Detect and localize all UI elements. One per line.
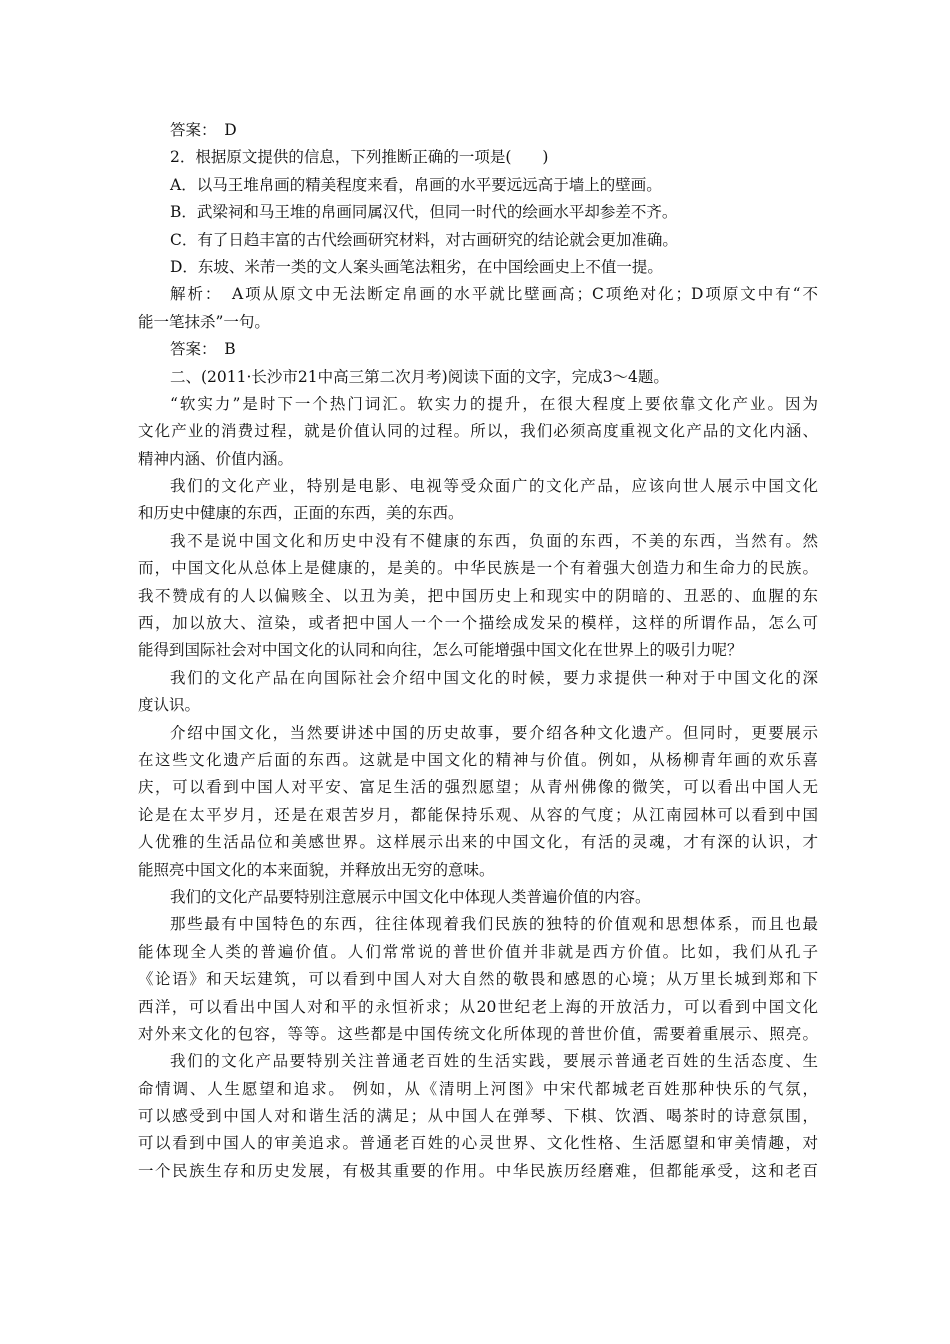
text-line: 我们的文化产业，特别是电影、电视等受众面广的文化产品，应该向世人展示中国文化 [170, 477, 818, 496]
text-line: 答案： D [170, 121, 237, 139]
text-line: 文化产业的消费过程，就是价值认同的过程。所以，我们必须高度重视文化产品的文化内涵、 [138, 422, 818, 441]
text-line: 介绍中国文化，当然要讲述中国的历史故事，要介绍各种文化遗产。但同时，更要展示 [170, 723, 818, 742]
text-line: 西洋，可以看出中国人对和平的永恒祈求；从20世纪老上海的开放活力，可以看到中国文化 [138, 997, 818, 1016]
document-body [138, 117, 818, 1185]
text-line: 那些最有中国特色的东西，往往体现着我们民族的独特的价值观和思想体系，而且也最 [170, 915, 818, 934]
text-line: B．武梁祠和马王堆的帛画同属汉代，但同一时代的绘画水平却参差不齐。 [170, 203, 678, 222]
text-line: 在这些文化遗产后面的东西。这就是中国文化的精神与价值。例如，从杨柳青年画的欢乐喜 [138, 750, 818, 769]
text-line: 2．根据原文提供的信息，下列推断正确的一项是( ) [170, 148, 549, 167]
text-line: 论是在太平岁月，还是在艰苦岁月，都能保持乐观、从容的气度；从江南园林可以看到中国 [138, 805, 818, 824]
text-line: 我不是说中国文化和历史中没有不健康的东西，负面的东西，不美的东西，当然有。然 [170, 531, 818, 550]
text-line: 《论语》和天坛建筑，可以看到中国人对大自然的敬畏和感恩的心境；从万里长城到郑和下 [138, 970, 818, 989]
text-line: 能一笔抹杀”一句。 [138, 312, 270, 331]
text-line: C．有了日趋丰富的古代绘画研究材料，对古画研究的结论就会更加准确。 [170, 230, 678, 249]
text-line: 能得到国际社会对中国文化的认同和向往，怎么可能增强中国文化在世界上的吸引力呢？ [138, 641, 743, 660]
text-line: 我们的文化产品要特别注意展示中国文化中体现人类普遍价值的内容。 [170, 887, 651, 906]
text-line: 一个民族生存和历史发展，有极其重要的作用。中华民族历经磨难，但都能承受，这和老百 [138, 1161, 818, 1180]
text-line: 能体现全人类的普遍价值。人们常常说的普世价值并非就是西方价值。比如，我们从孔子 [138, 942, 818, 961]
text-line: 度认识。 [138, 696, 201, 715]
text-line: 而，中国文化从总体上是健康的，是美的。中华民族是一个有着强大创造力和生命力的民族。 [138, 559, 818, 578]
text-line: 能照亮中国文化的本来面貌，并释放出无穷的意味。 [138, 860, 495, 879]
text-line: 二、(2011·长沙市21中高三第二次月考)阅读下面的文字，完成3～4题。 [170, 367, 669, 386]
text-line: 对外来文化的包容，等等。这些都是中国传统文化所体现的普世价值，需要着重展示、照亮。 [138, 1024, 818, 1043]
text-line: 可以看到中国人的审美追求。普通老百姓的心灵世界、文化性格、生活愿望和审美情趣，对 [138, 1134, 818, 1153]
text-line: 可以感受到中国人对和谐生活的满足；从中国人在弹琴、下棋、饮酒、喝茶时的诗意氛围， [138, 1107, 818, 1126]
text-line: 我们的文化产品在向国际社会介绍中国文化的时候，要力求提供一种对于中国文化的深 [170, 668, 818, 687]
text-line: 精神内涵、价值内涵。 [138, 449, 294, 468]
text-line: 西，加以放大、渲染，或者把中国人一个一个描绘成发呆的模样，这样的所谓作品，怎么可 [138, 614, 818, 633]
text-line: 和历史中健康的东西，正面的东西，美的东西。 [138, 504, 464, 523]
text-line: 庆，可以看到中国人对平安、富足生活的强烈愿望；从青州佛像的微笑，可以看出中国人无 [138, 778, 818, 797]
text-line: “软实力”是时下一个热门词汇。软实力的提升，在很大程度上要依靠文化产业。因为 [170, 394, 818, 413]
text-line: 我们的文化产品要特别关注普通老百姓的生活实践，要展示普通老百姓的生活态度、生 [170, 1052, 818, 1071]
text-line: 答案： B [170, 340, 236, 359]
text-line: 解析： A项从原文中无法断定帛画的水平就比壁画高；C项绝对化；D项原文中有“不 [170, 285, 818, 304]
text-line: 命情调、人生愿望和追求。 例如，从《清明上河图》中宋代都城老百姓那种快乐的气氛， [138, 1079, 818, 1098]
text-line: A．以马王堆帛画的精美程度来看，帛画的水平要远远高于墙上的壁画。 [170, 175, 662, 194]
text-line: 我不赞成有的人以偏赅全、以丑为美，把中国历史上和现实中的阴暗的、丑恶的、血腥的东 [138, 586, 818, 605]
text-line: 人优雅的生活品位和美感世界。这样展示出来的中国文化，有活的灵魂，才有深的认识，才 [138, 833, 818, 852]
text-line: D．东坡、米芾一类的文人案头画笔法粗劣，在中国绘画史上不值一提。 [170, 257, 663, 276]
